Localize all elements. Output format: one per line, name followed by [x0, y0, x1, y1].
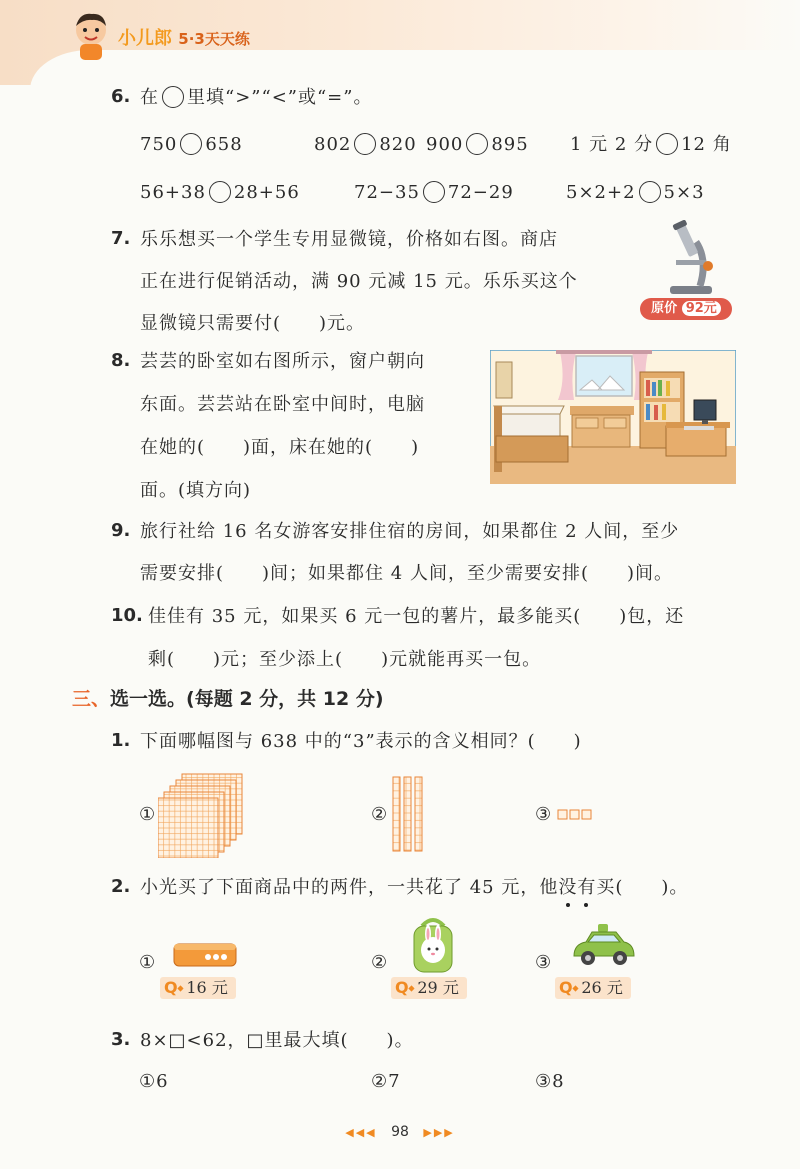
- q6-stem: [140, 86, 372, 110]
- price-tag-icon: Q⬩: [395, 978, 415, 997]
- s3q3-option-2[interactable]: ②7: [371, 1071, 401, 1092]
- s3q1-stem: 下面哪幅图与 638 中的“3”表示的含义相同？( ): [140, 731, 582, 752]
- section-3-number: 三、: [72, 688, 111, 710]
- s3q3-stem: 8×□<62，□里最大填( )。: [140, 1030, 414, 1051]
- brand-title: [118, 24, 250, 50]
- q6-stem-after: 里填“>”“<”或“=”。: [187, 87, 373, 108]
- price-text: 26 元: [581, 978, 623, 997]
- price-badge: [640, 298, 732, 320]
- hundred-blocks-image: [158, 772, 244, 858]
- s3q1-option-1[interactable]: ①: [139, 804, 157, 825]
- page-number: 98: [391, 1124, 409, 1140]
- s3q2-item-3-marker[interactable]: ③: [535, 952, 553, 973]
- section-3-title: [72, 684, 384, 711]
- q6-row1-item-2: 802 820: [314, 134, 417, 155]
- price-value: 92元: [682, 301, 721, 316]
- price-tag-icon: Q⬩: [164, 978, 184, 997]
- emphasis-dot: [566, 903, 570, 907]
- compare-circle[interactable]: [180, 133, 202, 155]
- s3q2-stem: 小光买了下面商品中的两件，一共花了 45 元，他没有买( )。: [140, 877, 689, 898]
- s3q2-item-3-price-tag: [555, 977, 631, 999]
- s3q2-item-2-marker[interactable]: ②: [371, 952, 389, 973]
- compare-circle[interactable]: [656, 133, 678, 155]
- s3q2-item-1-marker[interactable]: ①: [139, 952, 157, 973]
- ten-rods-image: [392, 776, 424, 852]
- q6-row2-item-3: 5×2+2 5×3: [566, 182, 705, 203]
- price-tag-icon: Q⬩: [559, 978, 579, 997]
- s3q1-option-3[interactable]: ③: [535, 804, 553, 825]
- q6-stem-before: 在: [140, 87, 159, 108]
- s3q1-number: 1.: [111, 730, 131, 751]
- pencil-case-icon: [172, 940, 238, 968]
- q9-line-2: 需要安排( )间；如果都住 4 人间，至少需要安排( )间。: [140, 563, 673, 584]
- compare-circle[interactable]: [354, 133, 376, 155]
- q6-row1-item-3: 900 895: [426, 134, 529, 155]
- q6-row1-item-1: 750 658: [140, 134, 243, 155]
- q6-row1-item-4: 1 元 2 分 12 角: [570, 134, 732, 155]
- microscope-icon: [656, 220, 726, 298]
- q6-row2-item-1: 56+38 28+56: [140, 182, 300, 203]
- q8-line-2: 东面。芸芸站在卧室中间时，电脑: [140, 394, 425, 415]
- compare-circle[interactable]: [209, 181, 231, 203]
- q6-number: 6.: [111, 86, 131, 107]
- q7-number: 7.: [111, 228, 131, 249]
- boy-mascot-icon: [70, 10, 112, 62]
- right-arrows-icon: ▶▶▶: [423, 1126, 455, 1139]
- q8-number: 8.: [111, 350, 131, 371]
- toy-car-icon: [568, 922, 638, 970]
- q8-line-3: 在她的( )面，床在她的( ): [140, 437, 420, 458]
- page-footer: [0, 1124, 800, 1140]
- q7-line-3: 显微镜只需要付( )元。: [140, 313, 366, 334]
- q9-line-1: 旅行社给 16 名女游客安排住宿的房间，如果都住 2 人间，至少: [140, 521, 680, 542]
- s3q3-number: 3.: [111, 1029, 131, 1050]
- compare-circle[interactable]: [466, 133, 488, 155]
- unit-cubes-image: [557, 808, 593, 820]
- price-label: 原价: [651, 301, 678, 316]
- q8-line-4: 面。(填方向): [140, 480, 252, 501]
- backpack-icon: [408, 916, 458, 974]
- q7-line-1: 乐乐想买一个学生专用显微镜，价格如右图。商店: [140, 229, 558, 250]
- q10-line-2: 剩( )元；至少添上( )元就能再买一包。: [148, 649, 542, 670]
- s3q2-item-1-price-tag: [160, 977, 236, 999]
- q10-number: 10.: [111, 605, 143, 626]
- brand-name: 小儿郎: [118, 28, 172, 49]
- compare-circle[interactable]: [423, 181, 445, 203]
- s3q1-option-2[interactable]: ②: [371, 804, 389, 825]
- q9-number: 9.: [111, 520, 131, 541]
- q8-line-1: 芸芸的卧室如右图所示，窗户朝向: [140, 351, 425, 372]
- bedroom-illustration: [490, 350, 736, 484]
- left-arrows-icon: ◀◀◀: [345, 1126, 377, 1139]
- s3q2-item-2-price-tag: [391, 977, 467, 999]
- s3q3-option-3[interactable]: ③8: [535, 1071, 565, 1092]
- q6-row2-item-2: 72−35 72−29: [354, 182, 514, 203]
- section-3-heading: 选一选。(每题 2 分，共 12 分): [110, 688, 384, 710]
- price-text: 16 元: [186, 978, 228, 997]
- price-text: 29 元: [417, 978, 459, 997]
- brand-series: 5·3天天练: [178, 30, 250, 48]
- q7-line-2: 正在进行促销活动，满 90 元减 15 元。乐乐买这个: [140, 271, 578, 292]
- compare-circle[interactable]: [639, 181, 661, 203]
- compare-circle: [162, 86, 184, 108]
- emphasis-dot: [584, 903, 588, 907]
- s3q2-number: 2.: [111, 876, 131, 897]
- q10-line-1: 佳佳有 35 元，如果买 6 元一包的薯片，最多能买( )包，还: [148, 606, 685, 627]
- s3q3-option-1[interactable]: ①6: [139, 1071, 169, 1092]
